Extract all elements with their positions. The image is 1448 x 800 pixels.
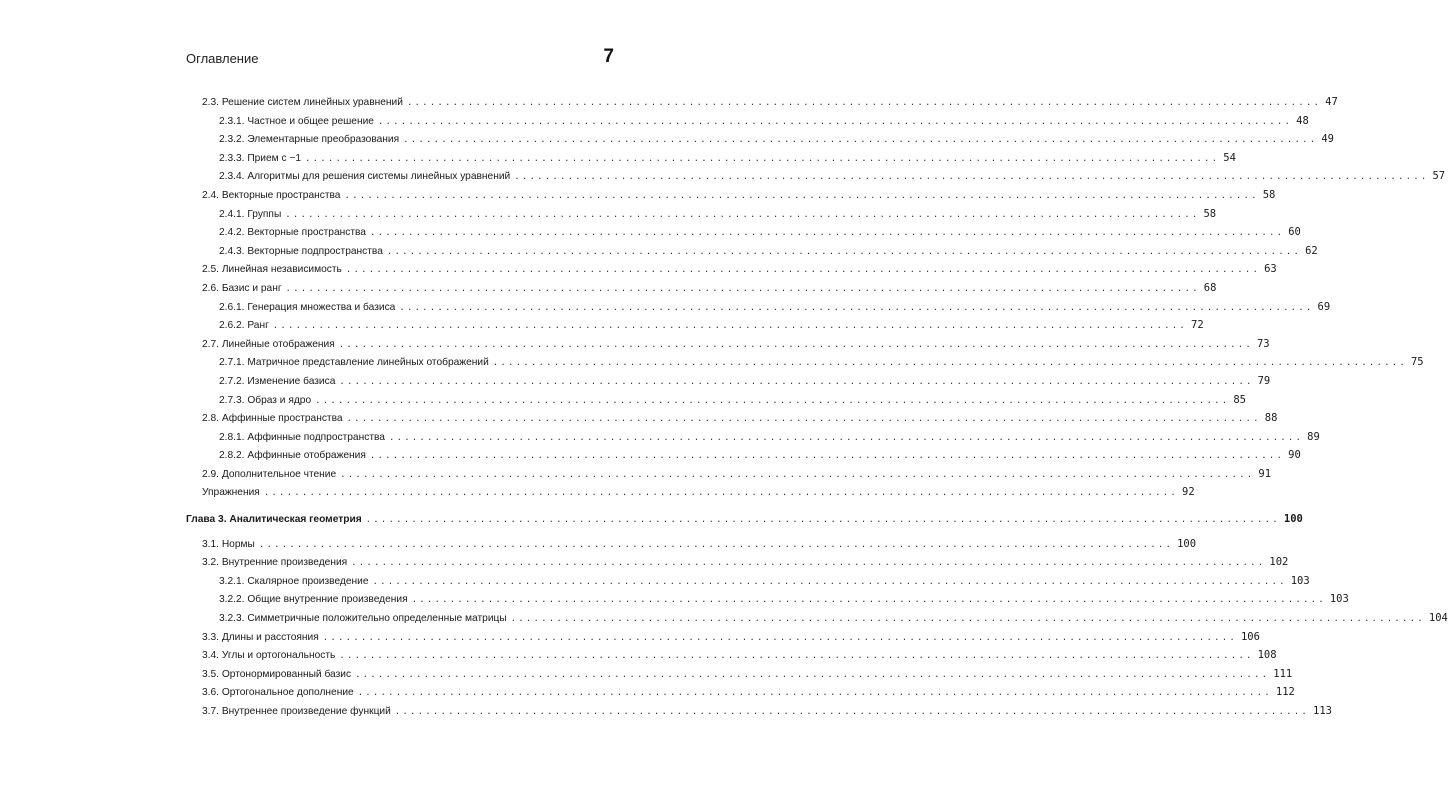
toc-entry <box>186 409 1278 428</box>
toc-entry <box>186 186 1276 205</box>
toc-leader-dots: ........................................................................................................................ <box>339 376 1254 387</box>
toc-entry-title: 2.8.1. Аффинные подпространства <box>219 431 385 443</box>
toc-entry <box>186 223 1301 242</box>
toc-entry-title: 2.4. Векторные пространства <box>202 189 341 201</box>
toc-entry-title: 2.3. Решение систем линейных уравнений <box>202 97 403 108</box>
toc-entry-title: 2.8.2. Аффинные отображения <box>219 450 366 462</box>
toc-entry-page: 57 <box>1432 170 1446 183</box>
toc-entry-title: 2.8. Аффинные пространства <box>202 413 343 425</box>
toc-entry-title: 2.4.1. Группы <box>219 208 282 220</box>
toc-entry-page: 91 <box>1258 467 1272 480</box>
toc-entry-page: 60 <box>1288 226 1301 239</box>
toc-entry-title: 3.2.1. Скалярное произведение <box>219 575 369 587</box>
toc-entry-page: 103 <box>1290 574 1310 587</box>
toc-entry-page: 90 <box>1288 449 1301 462</box>
toc-leader-dots: ........................................................................................................................ <box>345 265 1261 276</box>
toc-leader-dots: ........................................................................................................................ <box>315 395 1230 406</box>
toc-entry-page: 89 <box>1307 430 1320 443</box>
toc-leader-dots: ........................................................................................................................ <box>285 283 1200 294</box>
toc-entry <box>186 149 1236 168</box>
page-number: 7 <box>603 46 614 67</box>
toc-entry <box>186 335 1270 354</box>
toc-entry-page: 62 <box>1305 244 1318 257</box>
toc-entry-page: 79 <box>1257 374 1271 387</box>
toc-entry <box>186 260 1277 279</box>
toc-leader-dots: ........................................................................................................................ <box>369 228 1285 239</box>
toc-entry-page: 111 <box>1273 667 1293 680</box>
toc-entry-title: 2.7.1. Матричное представление линейных отображений <box>219 357 489 369</box>
toc-entry-page: 106 <box>1240 630 1260 643</box>
toc-entry-page: 68 <box>1203 281 1217 294</box>
toc-entry <box>186 702 1332 721</box>
toc-entry-page: 72 <box>1191 319 1204 332</box>
toc-entry-title: Упражнения <box>202 487 260 499</box>
toc-entry-title: 3.1. Нормы <box>202 538 255 550</box>
toc-entry-page: 100 <box>1283 513 1303 526</box>
toc-entry <box>186 428 1320 447</box>
toc-entry-title: 2.6.1. Генерация множества и базиса <box>219 301 396 313</box>
table-of-contents <box>186 93 1448 721</box>
toc-leader-dots: ........................................................................................................................ <box>388 432 1304 443</box>
toc-entry <box>186 205 1217 224</box>
toc-entry <box>186 391 1246 410</box>
toc-entry <box>186 609 1448 628</box>
toc-leader-dots: ........................................................................................................................ <box>403 135 1318 146</box>
toc-entry-page: 112 <box>1275 686 1295 699</box>
toc-leader-dots: ........................................................................................................................ <box>355 669 1270 680</box>
toc-entry-page: 49 <box>1321 133 1334 146</box>
toc-entry-title: 3.3. Длины и расстояния <box>202 631 319 643</box>
toc-entry-title: 3.4. Углы и ортогональность <box>202 650 336 662</box>
toc-entry <box>186 316 1204 335</box>
toc-leader-dots: ........................................................................................................................ <box>344 190 1259 201</box>
toc-entry <box>186 465 1272 484</box>
toc-entry-page: 92 <box>1182 486 1195 499</box>
toc-entry <box>186 590 1349 609</box>
toc-entry <box>186 572 1310 591</box>
toc-entry-page: 102 <box>1269 556 1289 569</box>
toc-entry-title: 2.7.2. Изменение базиса <box>219 375 336 387</box>
toc-entry-title: 2.3.1. Частное и общее решение <box>219 115 374 127</box>
toc-entry-title: 2.6.2. Ранг <box>219 320 269 332</box>
toc-entry-title: 2.3.2. Элементарные преобразования <box>219 134 400 146</box>
toc-entry-title: 2.5. Линейная независимость <box>202 264 342 276</box>
toc-entry <box>186 279 1217 298</box>
toc-entry-title: 3.2.3. Симметричные положительно определенные матрицы <box>219 613 507 625</box>
toc-leader-dots: ........................................................................................................................ <box>346 414 1261 425</box>
toc-leader-dots: ........................................................................................................................ <box>322 632 1237 643</box>
toc-entry-page: 100 <box>1177 537 1197 550</box>
toc-entry-title: 3.2.2. Общие внутренние произведения <box>219 594 408 606</box>
toc-entry <box>186 372 1271 391</box>
toc-entry <box>186 93 1338 112</box>
toc-entry-page: 58 <box>1203 207 1217 220</box>
toc-leader-dots: ........................................................................................................................ <box>369 451 1285 462</box>
toc-entry <box>186 130 1334 149</box>
toc-entry-page: 73 <box>1256 337 1270 350</box>
toc-entry-page: 85 <box>1233 393 1246 406</box>
toc-leader-dots: ........................................................................................................................ <box>340 469 1255 480</box>
toc-leader-dots: ........................................................................................................................ <box>272 321 1188 332</box>
toc-leader-dots: ........................................................................................................................ <box>411 595 1326 606</box>
toc-leader-dots: ........................................................................................................................ <box>492 358 1407 369</box>
toc-chapter-entry <box>186 510 1303 529</box>
toc-entry <box>186 483 1195 502</box>
toc-entry-page: 48 <box>1296 114 1309 127</box>
toc-entry <box>186 167 1446 186</box>
toc-entry-title: 2.3.3. Прием с −1 <box>219 152 302 164</box>
toc-entry-page: 88 <box>1264 412 1278 425</box>
toc-entry-page: 75 <box>1410 356 1424 369</box>
toc-entry-title: 3.7. Внутреннее произведение функций <box>202 706 391 717</box>
toc-leader-dots: ........................................................................................................................ <box>406 98 1322 108</box>
toc-entry-title: 2.7.3. Образ и ядро <box>219 394 312 406</box>
toc-entry-title: 3.2. Внутренние произведения <box>202 557 348 569</box>
toc-entry-page: 103 <box>1329 593 1349 606</box>
toc-entry-title: 2.7. Линейные отображения <box>202 338 335 350</box>
toc-leader-dots: ........................................................................................................................ <box>386 246 1302 257</box>
toc-leader-dots: ........................................................................................................................ <box>338 339 1253 350</box>
page-header <box>186 46 614 68</box>
toc-entry <box>186 628 1260 647</box>
toc-entry-page: 47 <box>1325 96 1338 108</box>
toc-entry-title: 2.9. Дополнительное чтение <box>202 468 337 480</box>
toc-leader-dots: ........................................................................................................................ <box>510 614 1425 625</box>
toc-leader-dots: ........................................................................................................................ <box>357 688 1272 699</box>
toc-leader-dots: ........................................................................................................................ <box>377 116 1293 127</box>
toc-leader-dots: ........................................................................................................................ <box>514 172 1429 183</box>
toc-entry <box>186 353 1424 372</box>
toc-leader-dots: ........................................................................................................................ <box>263 488 1179 499</box>
toc-entry <box>186 535 1197 554</box>
toc-entry <box>186 298 1331 317</box>
toc-entry <box>186 242 1318 261</box>
toc-entry-title: Глава 3. Аналитическая геометрия <box>186 514 362 526</box>
toc-entry-page: 63 <box>1264 263 1277 276</box>
toc-entry-title: 2.3.4. Алгоритмы для решения системы линейных уравнений <box>219 171 511 183</box>
toc-entry-title: 2.4.3. Векторные подпространства <box>219 245 383 257</box>
toc-entry-page: 113 <box>1313 705 1332 717</box>
toc-leader-dots: ........................................................................................................................ <box>372 576 1287 587</box>
toc-entry <box>186 683 1295 702</box>
toc-leader-dots: ........................................................................................................................ <box>365 515 1280 526</box>
toc-entry <box>186 112 1309 131</box>
toc-leader-dots: ........................................................................................................................ <box>339 651 1254 662</box>
toc-entry-page: 69 <box>1317 300 1331 313</box>
toc-leader-dots: ........................................................................................................................ <box>399 302 1314 313</box>
toc-entry-title: 2.4.2. Векторные пространства <box>219 227 366 239</box>
toc-entry-title: 2.6. Базис и ранг <box>202 282 282 294</box>
toc-entry-page: 58 <box>1262 188 1276 201</box>
running-header-title: Оглавление <box>186 51 259 66</box>
toc-leader-dots: ........................................................................................................................ <box>258 539 1174 550</box>
toc-entry-title: 3.6. Ортогональное дополнение <box>202 687 354 699</box>
toc-entry-page: 54 <box>1223 151 1236 164</box>
toc-leader-dots: ........................................................................................................................ <box>305 153 1220 164</box>
toc-entry-page: 104 <box>1428 612 1448 625</box>
toc-entry <box>186 665 1293 684</box>
toc-entry <box>186 446 1301 465</box>
toc-entry-page: 108 <box>1257 649 1277 662</box>
toc-entry-title: 3.5. Ортонормированный базис <box>202 668 352 680</box>
toc-entry <box>186 553 1289 572</box>
toc-leader-dots: ........................................................................................................................ <box>351 558 1266 569</box>
toc-entry <box>186 646 1277 665</box>
toc-leader-dots: ........................................................................................................................ <box>394 707 1310 717</box>
toc-leader-dots: ........................................................................................................................ <box>285 209 1200 220</box>
